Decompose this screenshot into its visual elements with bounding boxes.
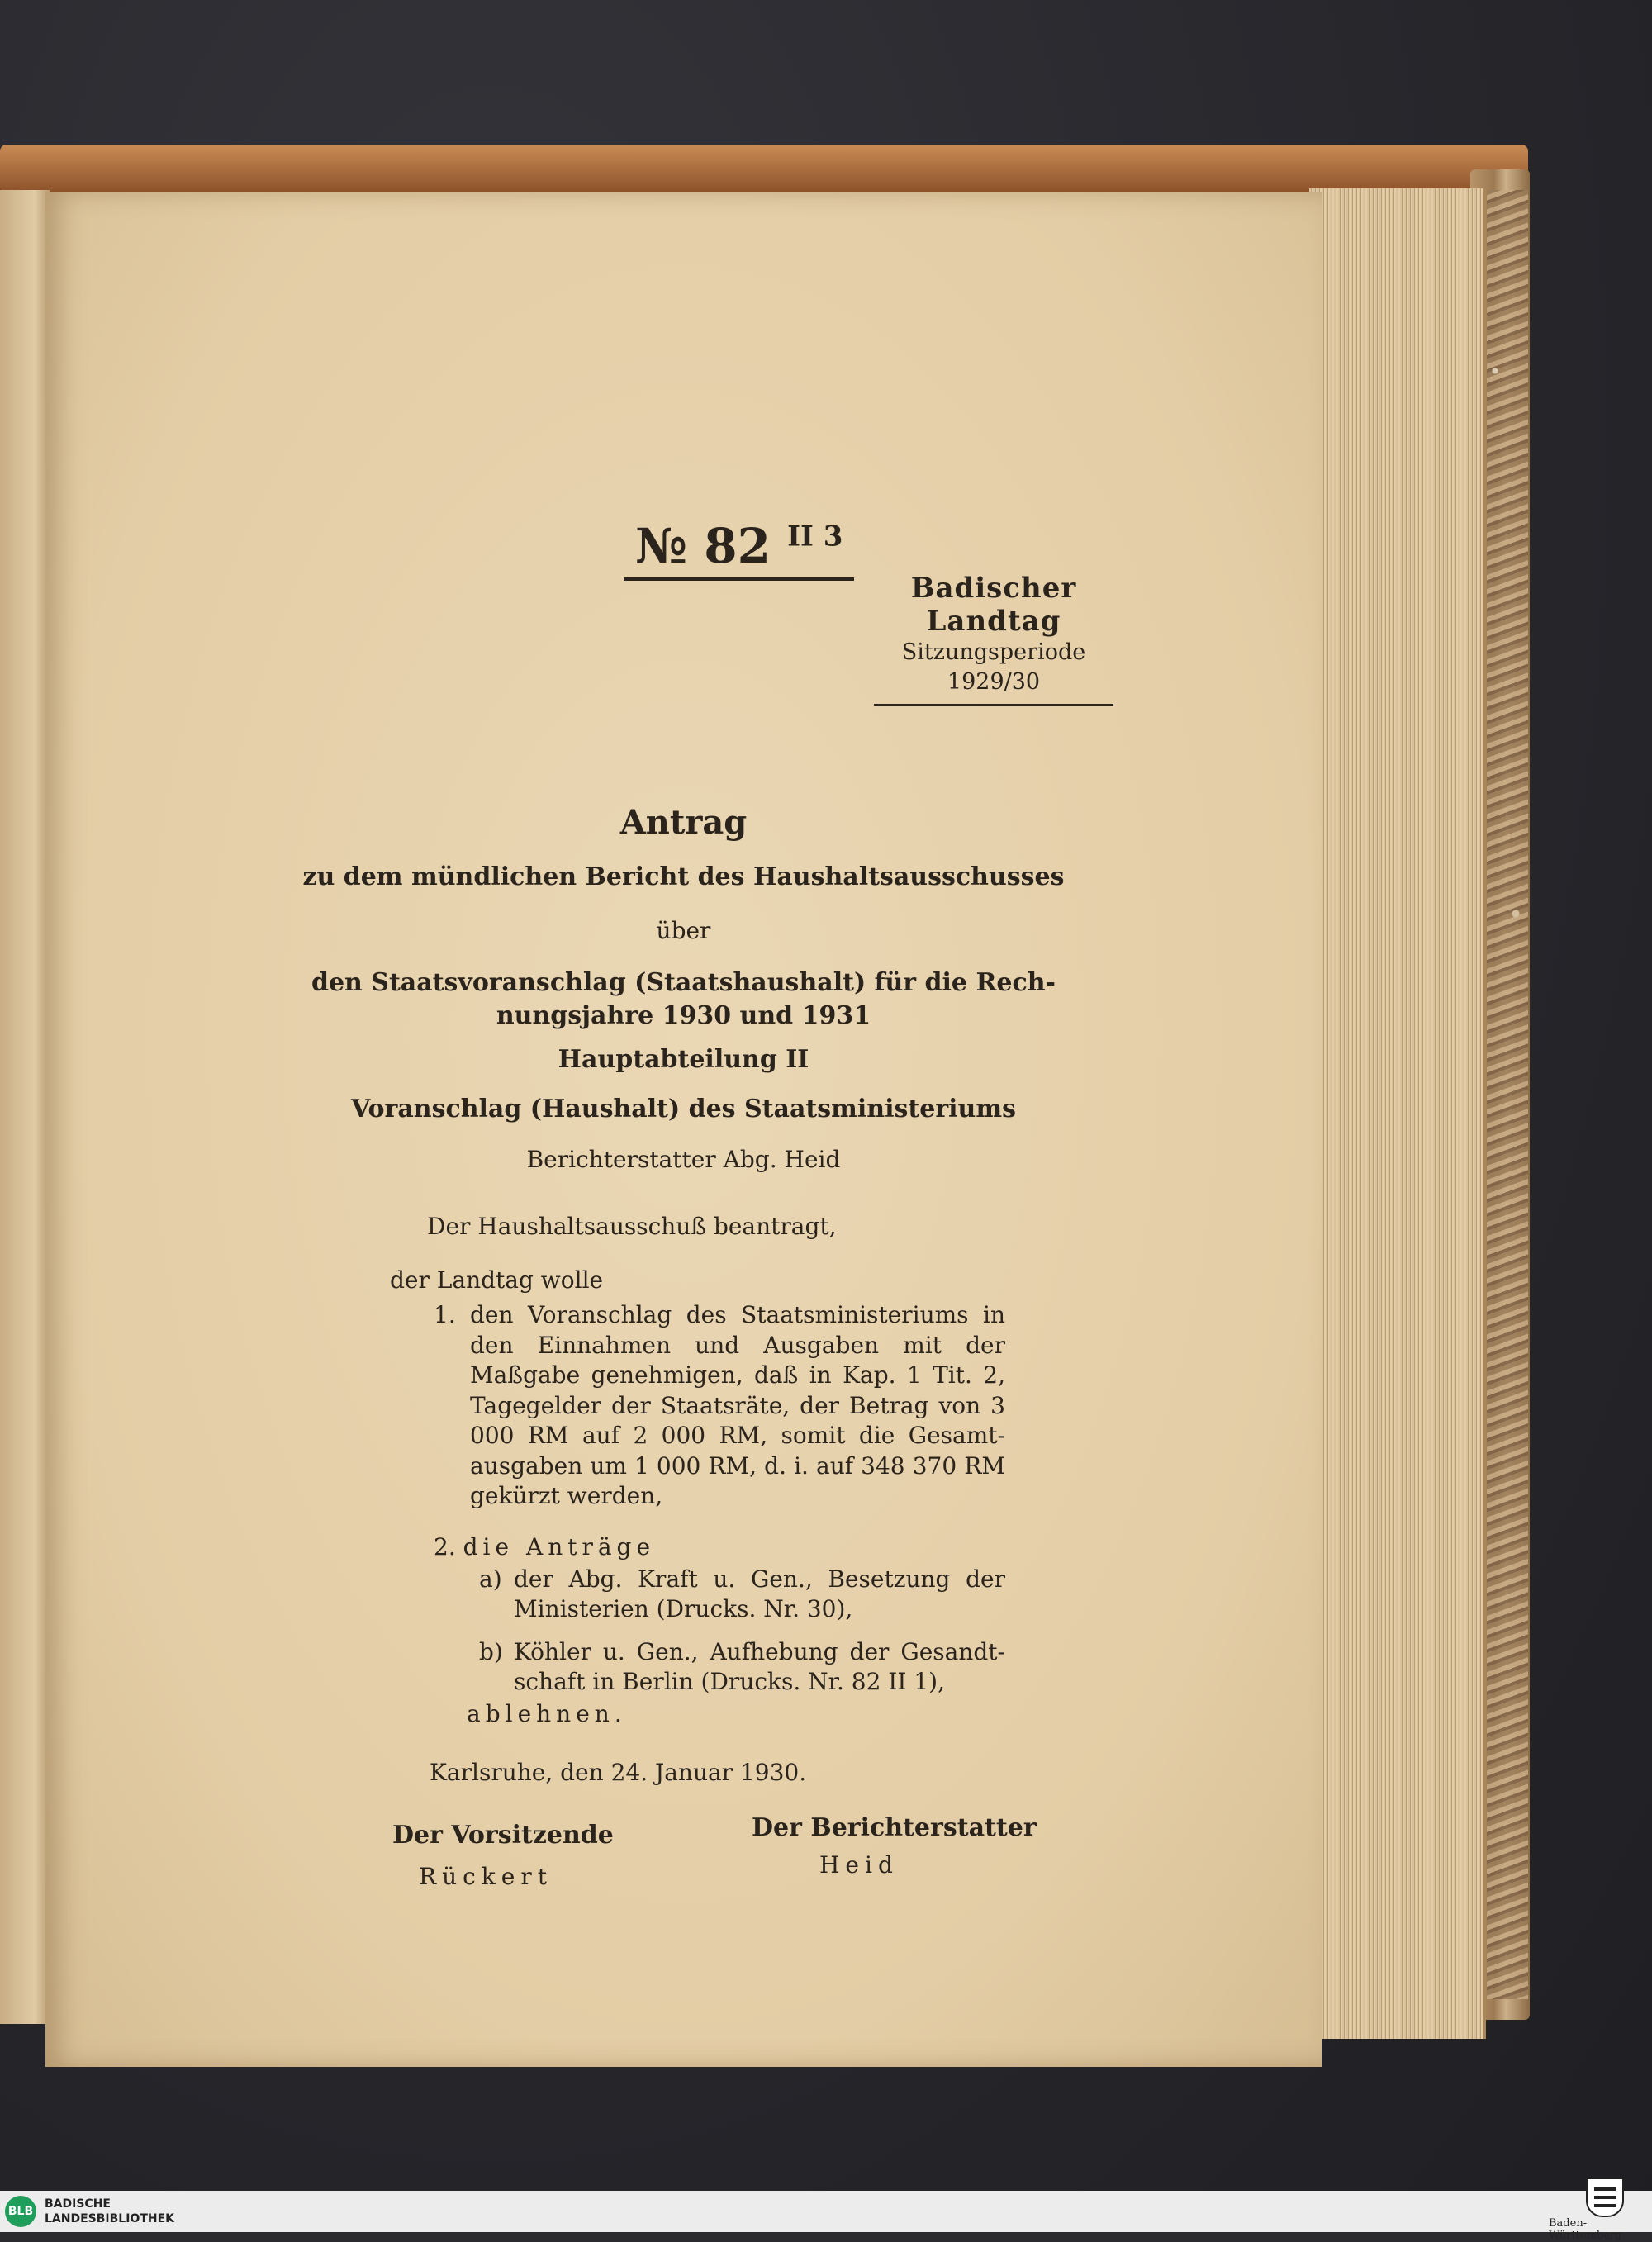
voranschlag-heading: Voranschlag (Haushalt) des Staatsministeriums: [350, 1095, 1016, 1123]
budget-heading: [45, 967, 1322, 1033]
list-item-1-text: den Voranschlag des Staatsministeriums in den Einnahmen und Ausgaben mit der Maßgabe genehmigen, daß in Kap. 1 Tit. 2, Tagegelder der Staatsräte, der Betrag von 3 000 RM auf 2 000 RM, somit die Gesamt- ausgaben um 1 000 RM, d. i. auf 348 370 RM gekürzt werden,: [470, 1301, 1005, 1509]
signature-left-title: Der Vorsitzende: [392, 1821, 614, 1850]
document-number-suffix: II 3: [787, 520, 843, 553]
document-number-prefix: № 82: [635, 518, 771, 574]
left-page-edge: [0, 190, 50, 2024]
signature-right-title: Der Berichterstatter: [752, 1813, 1037, 1842]
list-item-1: [434, 1300, 1005, 1512]
budget-line-1: den Staatsvoranschlag (Staatshaushalt) für die Rech-: [311, 968, 1056, 997]
sub-item-a-label: a): [479, 1565, 502, 1593]
footer-bar: [0, 2191, 1652, 2232]
document-title: Antrag: [620, 803, 748, 842]
hauptabteilung-heading: Hauptabteilung II: [558, 1045, 809, 1074]
signature-left-name: Rückert: [419, 1863, 553, 1890]
list-item-2: [434, 1532, 655, 1562]
document-page: [45, 192, 1322, 2067]
signature-right-name: Heid: [819, 1851, 899, 1879]
list-item-2-text: die Anträge: [463, 1533, 656, 1560]
blb-logo-icon[interactable]: BLB: [5, 2196, 36, 2227]
library-name[interactable]: [45, 2197, 174, 2226]
ablehnen-text: ablehnen.: [467, 1700, 627, 1727]
sub-item-a: [479, 1565, 1005, 1624]
list-item-1-number: 1.: [434, 1301, 456, 1328]
stamp-rule: [874, 704, 1113, 706]
date-line: Karlsruhe, den 24. Januar 1930.: [430, 1759, 807, 1786]
sub-item-b: [479, 1637, 1005, 1697]
page-edges: [1309, 188, 1486, 2039]
stamp-year: 1929/30: [947, 669, 1041, 695]
budget-line-2: nungsjahre 1930 und 1931: [496, 1001, 871, 1030]
sub-item-a-text: der Abg. Kraft u. Gen., Besetzung der Ministerien (Drucks. Nr. 30),: [514, 1565, 1005, 1622]
ueber-text: über: [656, 917, 711, 944]
paragraph-landtag: der Landtag wolle: [390, 1266, 604, 1294]
sub-item-b-label: b): [479, 1638, 503, 1665]
book-binding-top: [0, 145, 1528, 194]
sub-item-b-text: Köhler u. Gen., Aufhebung der Gesandt- schaft in Berlin (Drucks. Nr. 82 II 1),: [514, 1638, 1005, 1695]
landtag-stamp: [874, 572, 1113, 706]
document-number: [624, 518, 854, 581]
berichterstatter-line: Berichterstatter Abg. Heid: [526, 1146, 841, 1173]
paragraph-beantragt: Der Haushaltsausschuß beantragt,: [427, 1213, 837, 1240]
library-name-line-1: BADISCHE: [45, 2197, 111, 2211]
marbled-cover: [1487, 190, 1528, 1999]
document-subtitle: zu dem mündlichen Bericht des Haushaltsausschusses: [302, 862, 1065, 891]
coat-of-arms-icon: [1586, 2178, 1624, 2217]
stamp-session: Sitzungsperiode: [901, 639, 1086, 665]
library-name-line-2: LANDESBIBLIOTHEK: [45, 2212, 175, 2225]
stamp-title: Badischer Landtag: [910, 572, 1077, 638]
baden-wuerttemberg-label: Baden-Württemberg: [1549, 2217, 1622, 2242]
list-item-2-number: 2.: [434, 1533, 456, 1560]
